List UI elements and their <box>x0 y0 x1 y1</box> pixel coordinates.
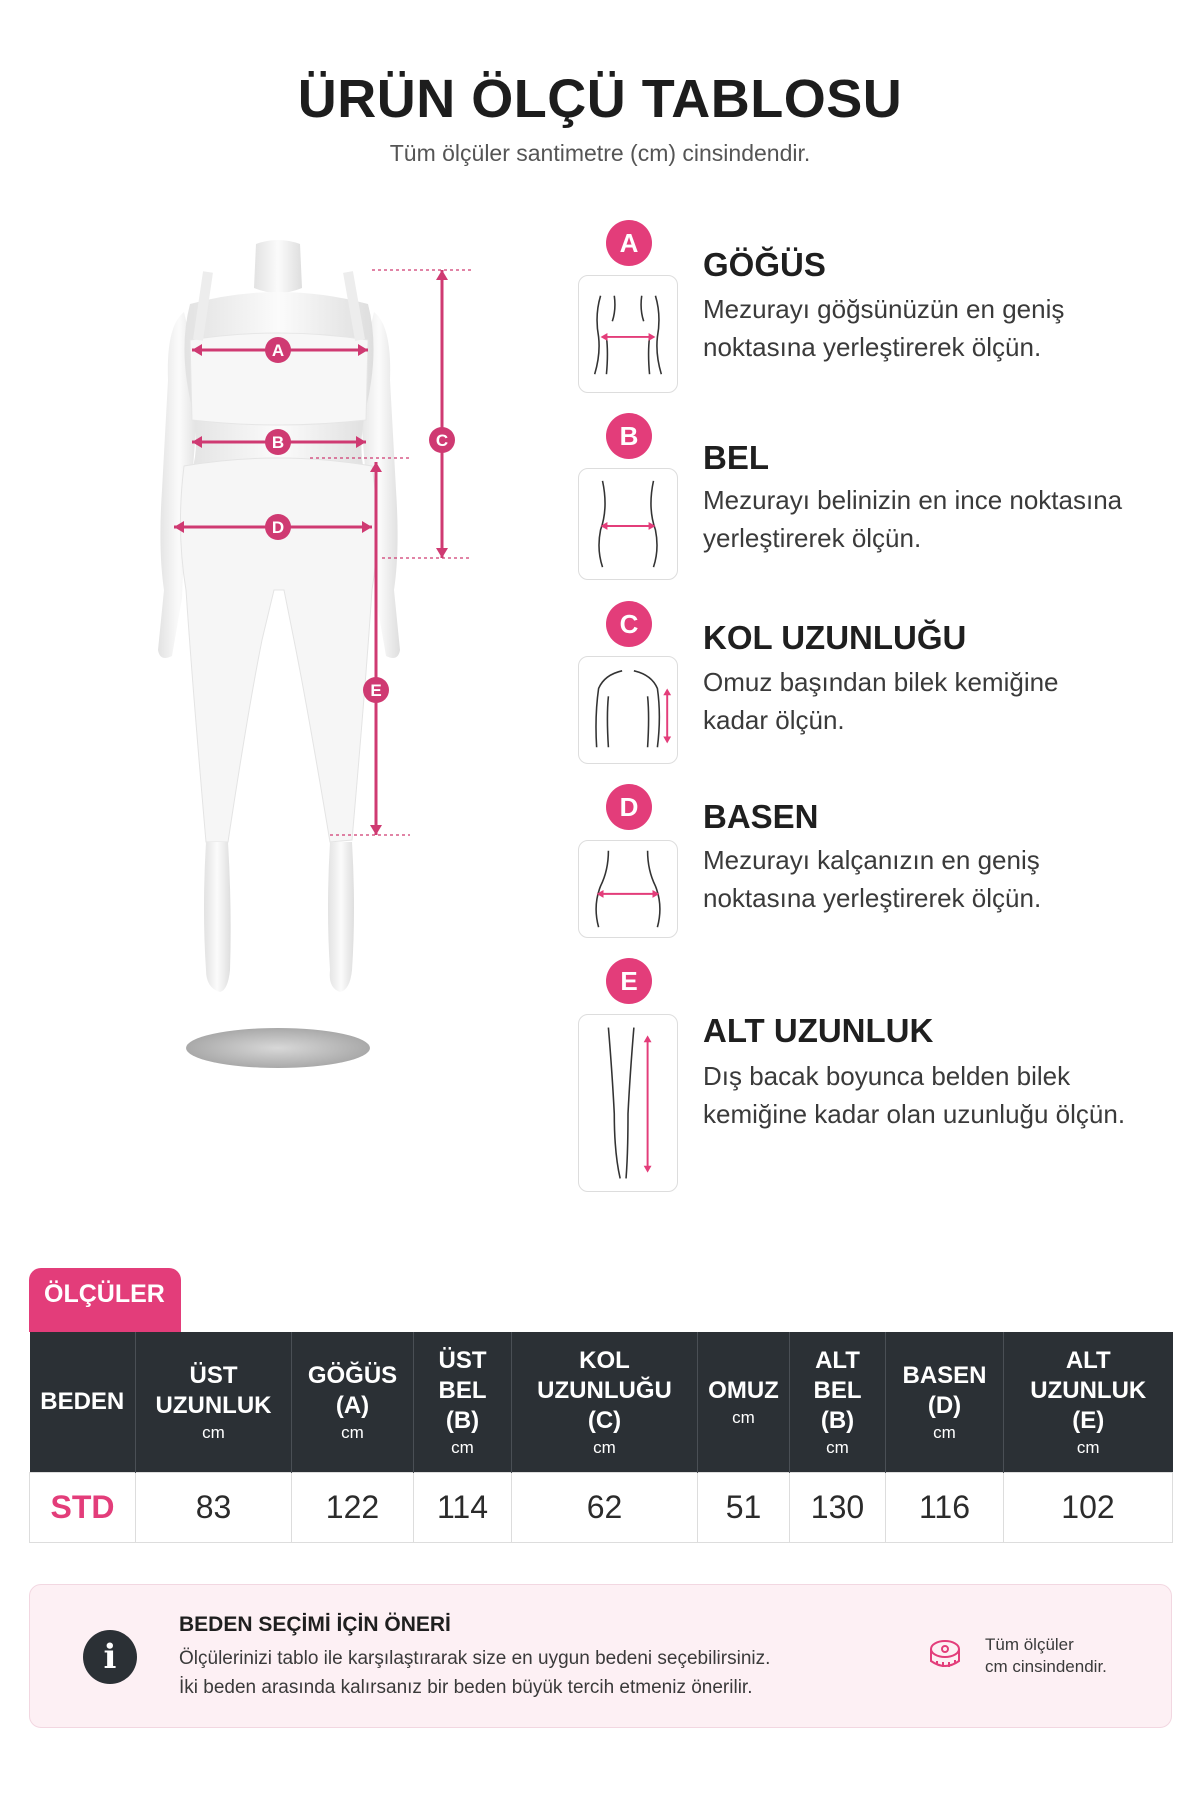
cell-kol-uzunlugu: 62 <box>512 1472 698 1542</box>
cell-ust-bel: 114 <box>414 1472 512 1542</box>
waist-measure-icon <box>578 468 678 580</box>
tip-note-line-2: cm cinsindendir. <box>985 1657 1107 1676</box>
measuring-tape-icon <box>925 1635 965 1675</box>
figure-label-e: E <box>370 681 382 700</box>
measurement-item-arm-length <box>578 601 1178 781</box>
measurement-title: BASEN <box>703 798 819 835</box>
info-icon: i <box>83 1630 137 1684</box>
measurement-badge: A <box>606 220 652 266</box>
measurement-item-waist <box>578 413 1178 593</box>
cell-alt-bel: 130 <box>790 1472 886 1542</box>
measurement-title: ALT UZUNLUK <box>703 1012 934 1049</box>
mannequin-figure <box>80 230 500 1090</box>
measurement-desc-line2: kadar ölçün. <box>703 705 845 735</box>
figure-label-c: C <box>435 431 449 450</box>
cell-basen: 116 <box>886 1472 1004 1542</box>
measurement-item-chest <box>578 220 1178 400</box>
mannequin-illustration <box>80 230 500 1090</box>
table-row <box>30 1472 1173 1542</box>
tip-title: BEDEN SEÇİMİ İÇİN ÖNERİ <box>179 1613 451 1636</box>
cell-gogus: 122 <box>292 1472 414 1542</box>
measurement-desc-line2: kemiğine kadar olan uzunluğu ölçün. <box>703 1099 1126 1129</box>
measurement-desc-line1: Dış bacak boyunca belden bilek <box>703 1061 1071 1091</box>
leg-length-icon <box>578 1014 678 1192</box>
chest-measure-icon <box>578 275 678 393</box>
table-header-row <box>30 1332 1173 1472</box>
figure-label-d: D <box>271 518 285 537</box>
hip-measure-icon <box>578 840 678 938</box>
size-tip-box <box>29 1584 1172 1728</box>
measurement-title: GÖĞÜS <box>703 246 826 283</box>
measurement-title: BEL <box>703 439 769 476</box>
page-subtitle: Tüm ölçüler santimetre (cm) cinsindendir. <box>389 140 811 166</box>
measurement-badge: B <box>606 413 652 459</box>
measurement-desc-line1: Mezurayı kalçanızın en geniş <box>703 845 1040 875</box>
measurement-title: KOL UZUNLUĞU <box>703 619 967 656</box>
header-ust-uzunluk: ÜST UZUNLUK cm <box>136 1332 292 1472</box>
figure-label-b: B <box>271 433 285 452</box>
tip-line-2: İki beden arasında kalırsanız bir beden büyük tercih etmeniz önerilir. <box>179 1677 753 1698</box>
measurement-desc-line2: noktasına yerleştirerek ölçün. <box>703 883 1042 913</box>
header-gogus: GÖĞÜS (A) cm <box>292 1332 414 1472</box>
header-beden: BEDEN <box>30 1332 136 1472</box>
header-alt-bel: ALT BEL (B) cm <box>790 1332 886 1472</box>
tip-note-line-1: Tüm ölçüler <box>985 1635 1074 1654</box>
size-table <box>29 1332 1173 1543</box>
measurement-desc-line1: Mezurayı göğsünüzün en geniş <box>703 294 1065 324</box>
header-basen: BASEN (D) cm <box>886 1332 1004 1472</box>
cell-alt-uzunluk: 102 <box>1004 1472 1173 1542</box>
page-title: ÜRÜN ÖLÇÜ TABLOSU <box>297 69 903 129</box>
table-tag: ÖLÇÜLER <box>29 1268 181 1332</box>
header-kol-uzunlugu: KOL UZUNLUĞU (C) cm <box>512 1332 698 1472</box>
measurement-badge: E <box>606 958 652 1004</box>
tip-line-1: Ölçülerinizi tablo ile karşılaştırarak size en uygun bedeni seçebilirsiniz. <box>179 1648 771 1669</box>
measurement-desc-line1: Mezurayı belinizin en ince noktasına <box>703 485 1123 515</box>
cell-omuz: 51 <box>698 1472 790 1542</box>
measurement-desc-line1: Omuz başından bilek kemiğine <box>703 667 1059 697</box>
cell-ust-uzunluk: 83 <box>136 1472 292 1542</box>
measurement-desc-line2: yerleştirerek ölçün. <box>703 523 922 553</box>
header-ust-bel: ÜST BEL (B) cm <box>414 1332 512 1472</box>
cell-size: STD <box>30 1472 136 1542</box>
figure-label-a: A <box>271 341 285 360</box>
measurement-badge: C <box>606 601 652 647</box>
arm-length-icon <box>578 656 678 764</box>
measurement-item-hip <box>578 784 1178 964</box>
header-alt-uzunluk: ALT UZUNLUK (E) cm <box>1004 1332 1173 1472</box>
header-omuz: OMUZ cm <box>698 1332 790 1472</box>
measurement-desc-line2: noktasına yerleştirerek ölçün. <box>703 332 1042 362</box>
measurement-item-leg-length <box>578 958 1178 1138</box>
measurement-badge: D <box>606 784 652 830</box>
